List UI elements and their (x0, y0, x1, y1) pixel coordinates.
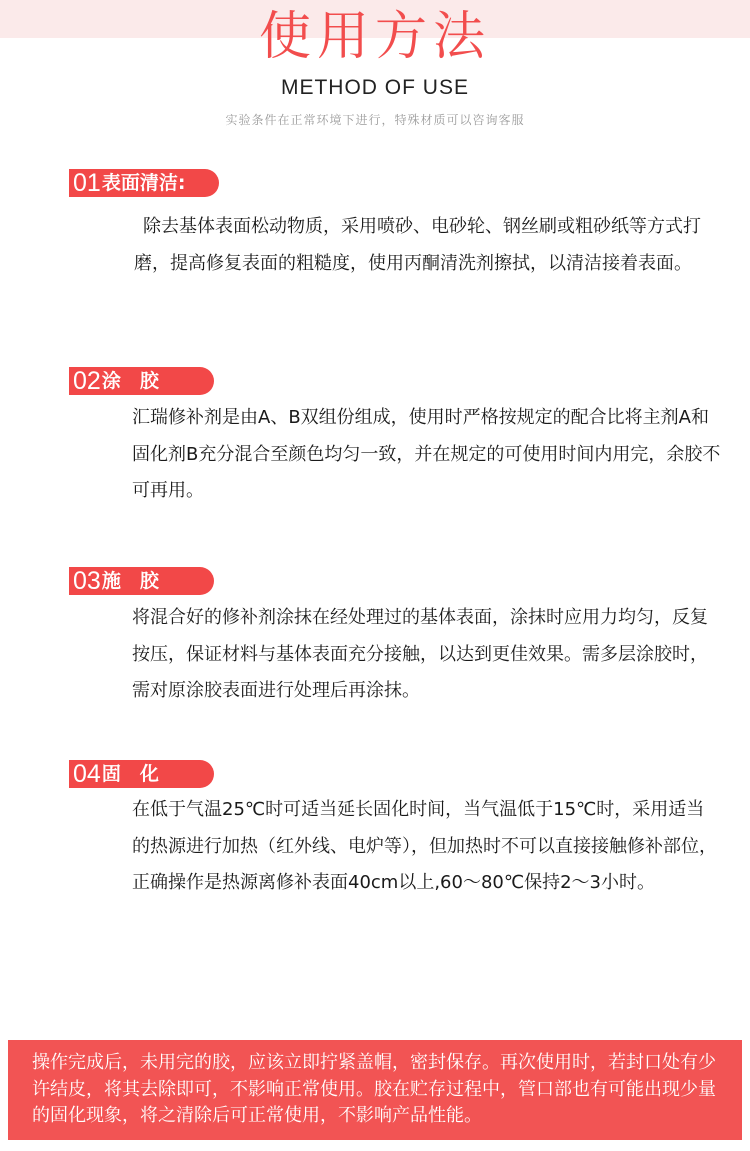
step-1-text: 除去基体表面松动物质，采用喷砂、电砂轮、钢丝刷或粗砂纸等方式打磨，提高修复表面的粗糙度，使用丙酮清洗剂擦拭，以清洁接着表面。 (134, 216, 701, 274)
step-2-text: 汇瑞修补剂是由A、B双组份组成，使用时严格按规定的配合比将主剂A和固化剂B充分混合至颜色均匀一致，并在规定的可使用时间内用完，余胶不可再用。 (132, 407, 721, 501)
step-3-number: 03 (73, 567, 101, 595)
page-title: 使用方法 (258, 7, 491, 67)
step-4-title: 固 化 (101, 763, 159, 785)
step-2-number: 02 (73, 367, 101, 395)
storage-note-text: 操作完成后，未用完的胶，应该立即拧紧盖帽，密封保存。再次使用时，若封口处有少许结皮，将其去除即可，不影响正常使用。胶在贮存过程中，管口部也有可能出现少量的固化现象，将之清除后可正常使用，不影响产品性能。 (32, 1052, 716, 1126)
step-2-title: 涂 胶 (101, 370, 159, 392)
step-3-text: 将混合好的修补剂涂抹在经处理过的基体表面，涂抹时应用力均匀，反复按压，保证材料与基体表面充分接触，以达到更佳效果。需多层涂胶时，需对原涂胶表面进行处理后再涂抹。 (132, 607, 708, 701)
step-4-text: 在低于气温25℃时可适当延长固化时间，当气温低于15℃时，采用适当的热源进行加热（红外线、电炉等），但加热时不可以直接接触修补部位，正确操作是热源离修补表面40cm以上,60～80℃保持2～3小时。 (132, 799, 717, 893)
step-2-badge (69, 367, 214, 395)
storage-note-box (8, 1040, 742, 1140)
step-1-badge (69, 169, 219, 197)
step-3-badge (69, 567, 214, 595)
step-1-title: 表面清洁: (101, 172, 186, 194)
step-4-number: 04 (73, 760, 101, 788)
step-3-title: 施 胶 (101, 570, 159, 592)
conditions-note: 实验条件在正常环境下进行，特殊材质可以咨询客服 (225, 113, 525, 127)
step-1-number: 01 (73, 169, 101, 197)
page-subtitle: METHOD OF USE (280, 76, 469, 99)
step-4-badge (69, 760, 214, 788)
